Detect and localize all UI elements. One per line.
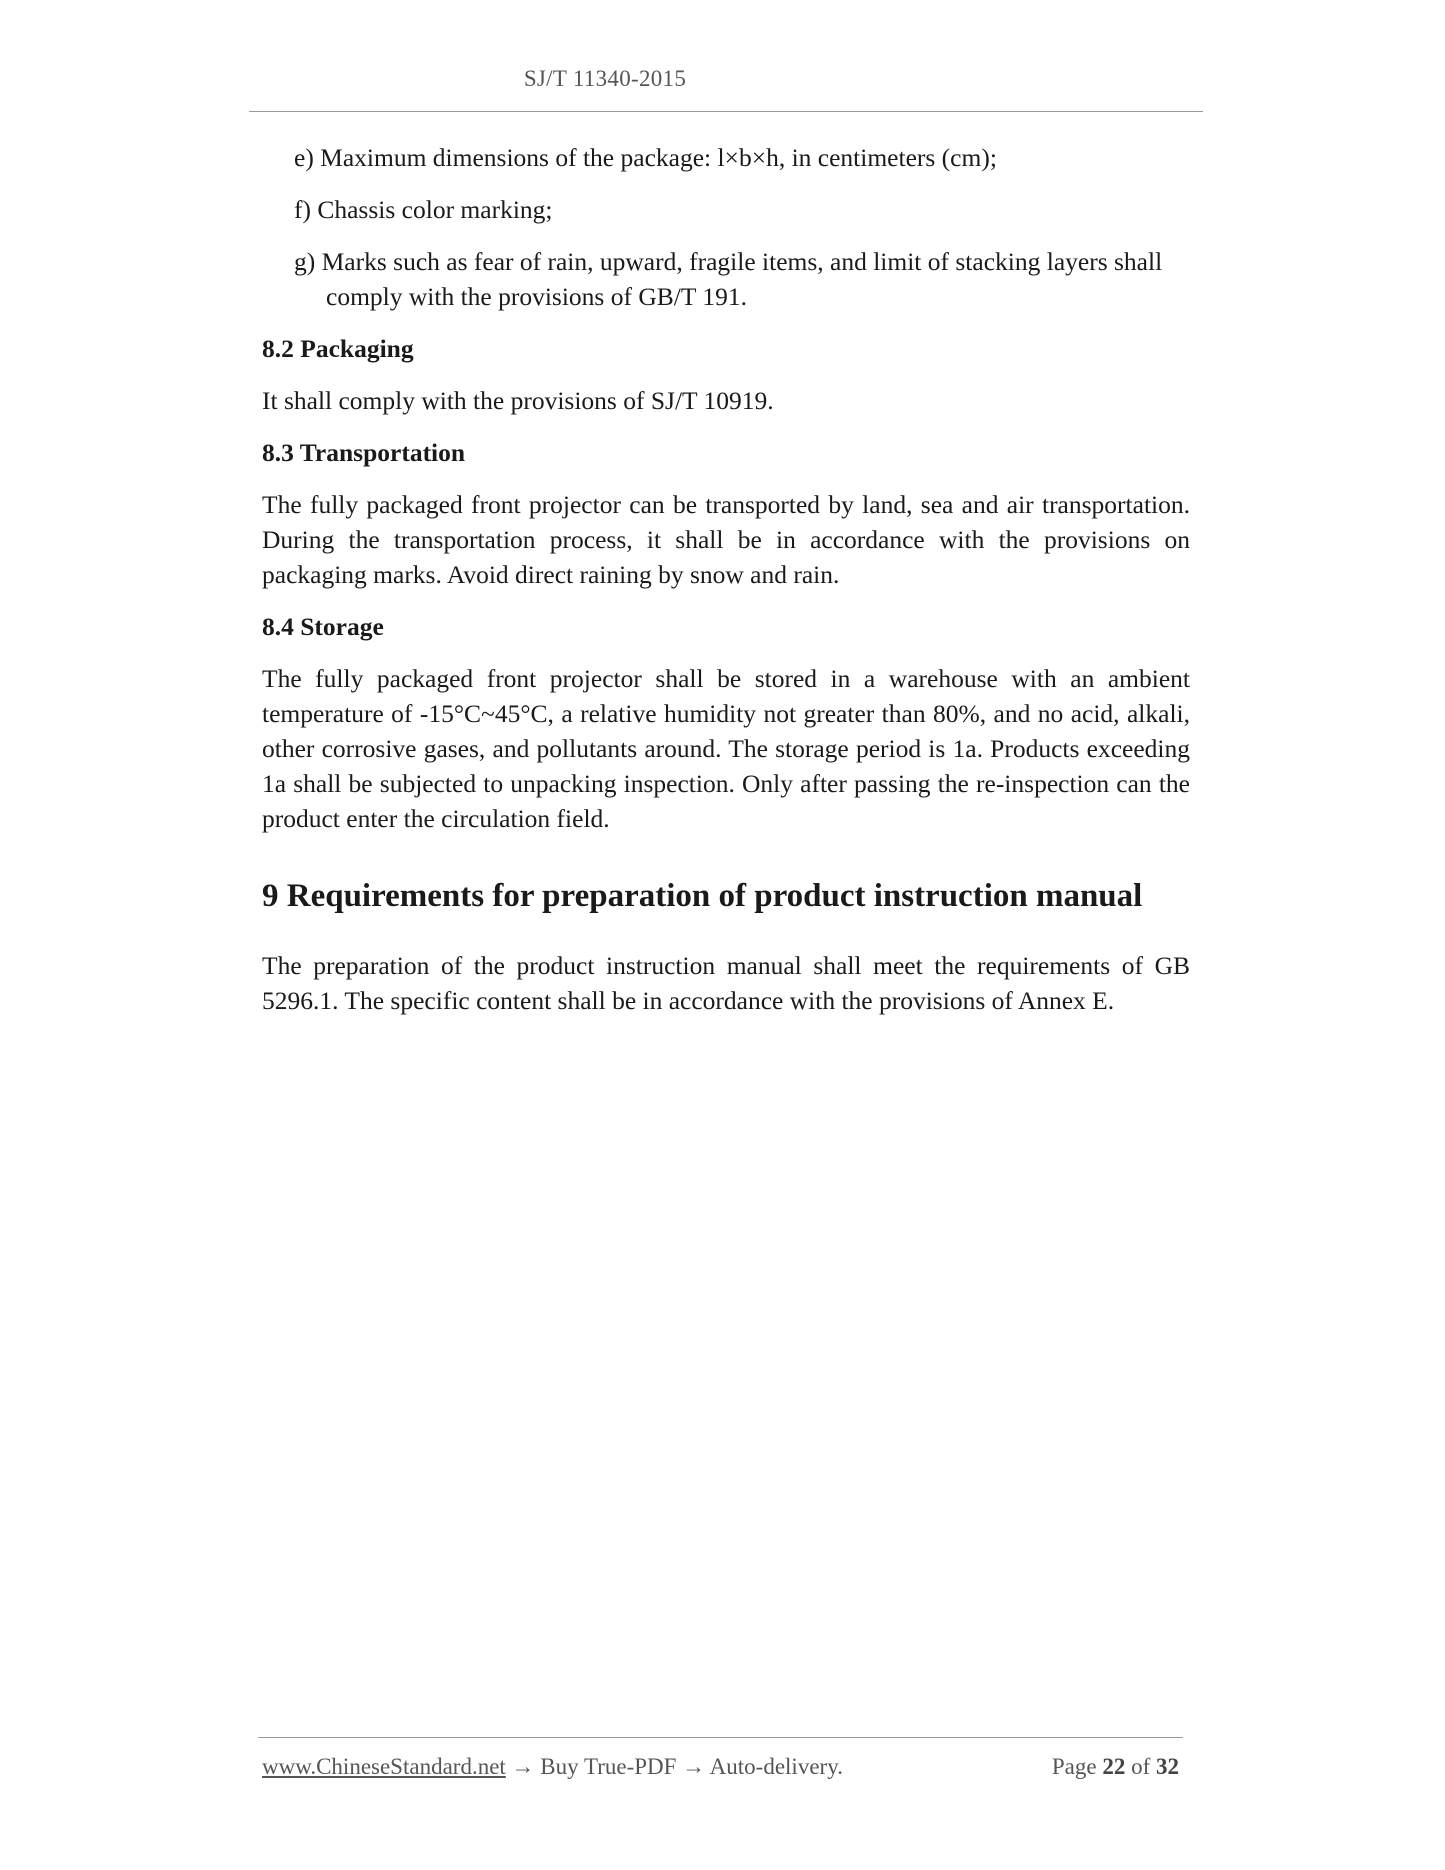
list-item-f: f) Chassis color marking; (294, 195, 553, 224)
page-body (262, 140, 1190, 1018)
page-footer (262, 1754, 1183, 1786)
chapter-text-9: The preparation of the product instruction manual shall meet the requirements of GB 5296.1. The specific content shall be in accordance with the provisions of Annex E. (262, 951, 1190, 1015)
chapter-heading-9: 9 Requirements for preparation of product instruction manual (262, 878, 1143, 914)
section-text-8-3: The fully packaged front projector can be transported by land, sea and air transportation. During the transportation process, it shall be in accordance with the provisions on packaging marks. Avoid direct raining by snow and rain. (262, 490, 1190, 589)
section-heading-8-2: 8.2 Packaging (262, 334, 414, 363)
footer-promo (262, 1754, 843, 1780)
page-total: 32 (1156, 1754, 1179, 1779)
arrow-right-icon: → (682, 1754, 706, 1779)
page-of-label: of (1131, 1754, 1151, 1779)
auto-delivery-text: Auto-delivery. (709, 1754, 843, 1779)
section-text-8-2: It shall comply with the provisions of SJ/T 10919. (262, 386, 774, 415)
page-current: 22 (1102, 1754, 1126, 1779)
header-divider (249, 111, 1203, 112)
page-label: Page (1051, 1754, 1097, 1779)
buy-true-pdf-text: Buy True-PDF (540, 1754, 677, 1779)
arrow-right-icon: → (511, 1754, 535, 1779)
list-item-g: g) Marks such as fear of rain, upward, fragile items, and limit of stacking layers shall comply with the provisions of GB/T 191. (294, 247, 1163, 311)
section-heading-8-4: 8.4 Storage (262, 612, 384, 641)
list-item-e: e) Maximum dimensions of the package: l×b×h, in centimeters (cm); (294, 143, 997, 172)
page-indicator (1052, 1754, 1179, 1780)
section-text-8-4: The fully packaged front projector shall be stored in a warehouse with an ambient temperature of -15°C~45°C, a relative humidity not greater than 80%, and no acid, alkali, other corrosive gases, and pollutants around. The storage period is 1a. Products exceeding 1a shall be subjected to unpacking inspection. Only after passing the re-inspection can the product enter the circulation field. (262, 664, 1190, 833)
document-code-header: SJ/T 11340-2015 (523, 66, 687, 91)
website-link[interactable]: www.ChineseStandard.net (262, 1754, 506, 1779)
footer-divider (258, 1737, 1183, 1738)
section-heading-8-3: 8.3 Transportation (262, 438, 466, 467)
